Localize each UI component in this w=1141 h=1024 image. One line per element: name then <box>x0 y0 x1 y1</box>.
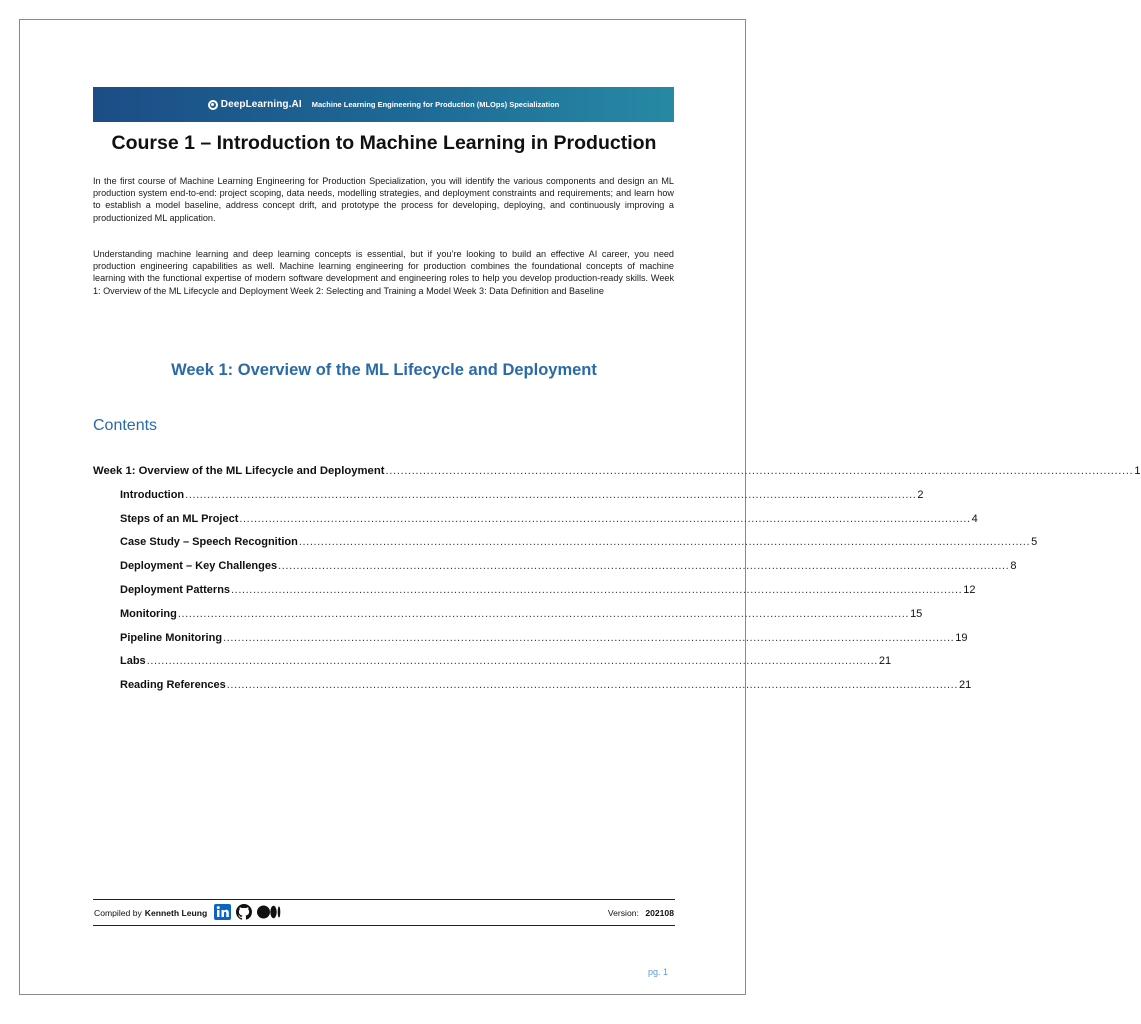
toc-dot-leader: ........................................................................................................................................................................................................ <box>231 583 963 596</box>
toc-entry[interactable] <box>93 465 1141 489</box>
toc-entry-page: 5 <box>1031 536 1038 549</box>
page-number: pg. 1 <box>648 967 669 977</box>
github-icon[interactable] <box>236 904 252 922</box>
toc-entry-page: 21 <box>959 679 972 692</box>
author-name: Kenneth Leung <box>144 907 208 918</box>
toc-entry-title: Steps of an ML Project <box>120 512 239 525</box>
banner-brand: DeepLearning.AI <box>220 99 302 110</box>
toc-entry-title: Deployment – Key Challenges <box>120 560 278 573</box>
toc-entry[interactable] <box>93 679 972 703</box>
toc-entry-title: Monitoring <box>120 607 177 620</box>
toc-dot-leader: ........................................................................................................................................................................................................ <box>177 607 910 620</box>
toc-entry-title: Deployment Patterns <box>120 583 231 596</box>
medium-icon[interactable] <box>257 905 281 921</box>
intro-paragraph-2: Understanding machine learning and deep learning concepts is essential, but if you’re looking to build an effective AI career, you need production engineering capabilities as well. Machine learning engineering for production combines the foundational concepts of machine learning with the functional expertise of modern software development and engineering roles to help you develop production-ready skills. Week 1: Overview of the ML Lifecycle and Deployment Week 2: Selecting and Training a Model Week 3: Data Definition and Baseline <box>93 249 674 296</box>
toc-dot-leader: ........................................................................................................................................................................................................ <box>385 465 1134 477</box>
toc-dot-leader: ........................................................................................................................................................................................................ <box>226 679 958 692</box>
toc-dot-leader: ........................................................................................................................................................................................................ <box>223 631 955 644</box>
toc-entry[interactable] <box>93 607 923 632</box>
compiled-label: Compiled by <box>94 907 142 918</box>
toc-entry-title: Case Study – Speech Recognition <box>120 536 298 549</box>
version-number: 202108 <box>645 907 674 918</box>
toc-dot-leader: ........................................................................................................................................................................................................ <box>239 512 971 525</box>
toc-entry-page: 12 <box>963 583 976 596</box>
toc-entry-page: 1 <box>1134 465 1141 477</box>
toc-entry-title: Labs <box>120 655 146 668</box>
version-info <box>608 908 675 918</box>
header-banner <box>93 87 674 122</box>
toc-entry-page: 19 <box>955 631 968 644</box>
footer-credit <box>93 904 286 922</box>
toc-entry-page: 4 <box>971 512 978 525</box>
toc-entry-title: Week 1: Overview of the ML Lifecycle and Deployment <box>93 465 385 477</box>
toc-entry-page: 15 <box>910 607 923 620</box>
toc-entry[interactable] <box>93 583 976 608</box>
version-label: Version: <box>607 907 639 918</box>
toc-entry[interactable] <box>93 536 1038 560</box>
course-title: Course 1 – Introduction to Machine Learning in Production <box>111 132 657 154</box>
footer <box>93 899 675 926</box>
table-of-contents <box>93 465 1141 703</box>
toc-entry-title: Pipeline Monitoring <box>120 631 223 644</box>
toc-entry-page: 21 <box>878 655 892 668</box>
contents-heading: Contents <box>93 417 158 434</box>
toc-dot-leader: ........................................................................................................................................................................................................ <box>278 560 1010 573</box>
toc-entry[interactable] <box>93 488 924 513</box>
toc-entry[interactable] <box>93 655 892 679</box>
toc-entry-page: 8 <box>1010 560 1017 573</box>
toc-entry-title: Introduction <box>120 488 185 501</box>
linkedin-icon[interactable] <box>214 904 231 922</box>
toc-entry[interactable] <box>93 560 1017 584</box>
toc-entry-page: 2 <box>917 488 924 501</box>
week-heading: Week 1: Overview of the ML Lifecycle and Deployment <box>171 361 597 379</box>
toc-dot-leader: ........................................................................................................................................................................................................ <box>185 488 917 501</box>
intro-paragraph-1: In the first course of Machine Learning Engineering for Production Specialization, you will identify the various components and design an ML production system end-to-end: project scoping, data needs, modelling strategies, and deployment constraints and requirements; and learn how to establish a model baseline, address concept drift, and prototype the process for developing, deploying, and continuously improving a productionized ML application. <box>93 176 674 223</box>
toc-dot-leader: ........................................................................................................................................................................................................ <box>146 655 878 668</box>
toc-entry-title: Reading References <box>120 679 226 692</box>
banner-program: Machine Learning Engineering for Production (MLOps) Specialization <box>311 100 560 109</box>
toc-entry[interactable] <box>93 631 968 656</box>
toc-entry[interactable] <box>93 512 978 537</box>
deeplearning-logo-icon <box>208 100 218 110</box>
toc-dot-leader: ........................................................................................................................................................................................................ <box>298 536 1031 549</box>
